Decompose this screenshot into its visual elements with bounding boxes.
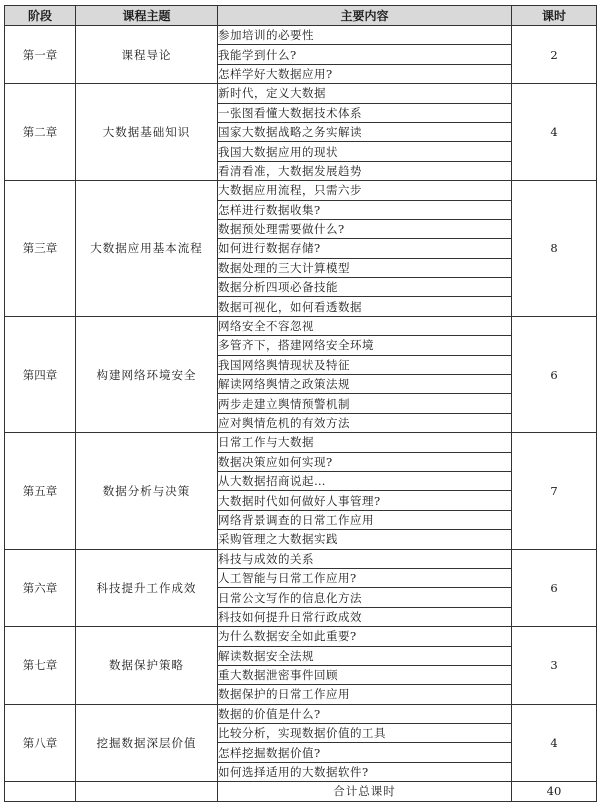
chapter-title: 课程导论 <box>76 26 218 84</box>
chapter-title: 大数据应用基本流程 <box>76 181 218 317</box>
topic-cell: 怎样学好大数据应用? <box>218 64 512 83</box>
topic-cell: 怎样进行数据收集? <box>218 200 512 219</box>
topic-cell: 怎样挖掘数据价值? <box>218 743 512 762</box>
total-row <box>5 782 597 801</box>
header-stage: 阶段 <box>5 6 76 26</box>
topic-cell: 如何选择适用的大数据软件? <box>218 762 512 781</box>
topic-cell: 人工智能与日常工作应用? <box>218 568 512 587</box>
header-title: 课程主题 <box>76 6 218 26</box>
table-row <box>5 181 597 200</box>
topic-cell: 一张图看懂大数据技术体系 <box>218 103 512 122</box>
chapter-stage: 第三章 <box>5 181 76 317</box>
chapter-stage: 第二章 <box>5 84 76 181</box>
topic-cell: 为什么数据安全如此重要? <box>218 627 512 646</box>
topic-cell: 国家大数据战略之务实解读 <box>218 122 512 141</box>
topic-cell: 从大数据招商说起… <box>218 471 512 490</box>
topic-cell: 我能学到什么? <box>218 45 512 64</box>
chapter-hours: 8 <box>512 181 597 317</box>
table-row <box>5 84 597 103</box>
chapter-hours: 7 <box>512 433 597 549</box>
topic-cell: 两步走建立舆情预警机制 <box>218 394 512 413</box>
topic-cell: 数据的价值是什么? <box>218 704 512 723</box>
table-row <box>5 627 597 646</box>
chapter-hours: 4 <box>512 84 597 181</box>
topic-cell: 我国网络舆情现状及特征 <box>218 355 512 374</box>
topic-cell: 科技如何提升日常行政成效 <box>218 607 512 626</box>
topic-cell: 数据保护的日常工作应用 <box>218 685 512 704</box>
chapter-hours: 3 <box>512 627 597 705</box>
chapter-title: 大数据基础知识 <box>76 84 218 181</box>
topic-cell: 日常公文写作的信息化方法 <box>218 588 512 607</box>
topic-cell: 采购管理之大数据实践 <box>218 530 512 549</box>
topic-cell: 网络安全不容忽视 <box>218 316 512 335</box>
header-hours: 课时 <box>512 6 597 26</box>
table-row <box>5 316 597 335</box>
topic-cell: 大数据应用流程，只需六步 <box>218 181 512 200</box>
topic-cell: 多管齐下，搭建网络安全环境 <box>218 336 512 355</box>
chapter-stage: 第七章 <box>5 627 76 705</box>
topic-cell: 数据可视化，如何看透数据 <box>218 297 512 316</box>
chapter-hours: 6 <box>512 549 597 627</box>
topic-cell: 我国大数据应用的现状 <box>218 142 512 161</box>
topic-cell: 数据分析四项必备技能 <box>218 278 512 297</box>
topic-cell: 如何进行数据存储? <box>218 239 512 258</box>
chapter-stage: 第八章 <box>5 704 76 782</box>
chapter-stage: 第四章 <box>5 316 76 432</box>
chapter-hours: 4 <box>512 704 597 782</box>
header-content: 主要内容 <box>218 6 512 26</box>
topic-cell: 网络背景调查的日常工作应用 <box>218 510 512 529</box>
course-body <box>5 26 597 802</box>
topic-cell: 大数据时代如何做好人事管理? <box>218 491 512 510</box>
chapter-hours: 2 <box>512 26 597 84</box>
topic-cell: 数据处理的三大计算模型 <box>218 258 512 277</box>
header-row <box>5 6 597 26</box>
chapter-title: 数据保护策略 <box>76 627 218 705</box>
total-hours: 40 <box>512 782 597 801</box>
chapter-stage: 第一章 <box>5 26 76 84</box>
topic-cell: 数据决策应如何实现? <box>218 452 512 471</box>
chapter-title: 构建网络环境安全 <box>76 316 218 432</box>
chapter-stage: 第五章 <box>5 433 76 549</box>
topic-cell: 解读网络舆情之政策法规 <box>218 375 512 394</box>
topic-cell: 看清看准，大数据发展趋势 <box>218 161 512 180</box>
total-label: 合计总课时 <box>218 782 512 801</box>
chapter-stage: 第六章 <box>5 549 76 627</box>
table-row <box>5 26 597 45</box>
chapter-title: 科技提升工作成效 <box>76 549 218 627</box>
topic-cell: 新时代，定义大数据 <box>218 84 512 103</box>
topic-cell: 科技与成效的关系 <box>218 549 512 568</box>
table-row <box>5 549 597 568</box>
topic-cell: 解读数据安全法规 <box>218 646 512 665</box>
topic-cell: 应对舆情危机的有效方法 <box>218 413 512 432</box>
table-row <box>5 433 597 452</box>
course-table <box>4 5 597 802</box>
chapter-title: 数据分析与决策 <box>76 433 218 549</box>
table-row <box>5 704 597 723</box>
chapter-hours: 6 <box>512 316 597 432</box>
topic-cell: 参加培训的必要性 <box>218 26 512 45</box>
chapter-title: 挖掘数据深层价值 <box>76 704 218 782</box>
topic-cell: 重大数据泄密事件回顾 <box>218 665 512 684</box>
topic-cell: 数据预处理需要做什么? <box>218 219 512 238</box>
topic-cell: 比较分析，实现数据价值的工具 <box>218 724 512 743</box>
topic-cell: 日常工作与大数据 <box>218 433 512 452</box>
